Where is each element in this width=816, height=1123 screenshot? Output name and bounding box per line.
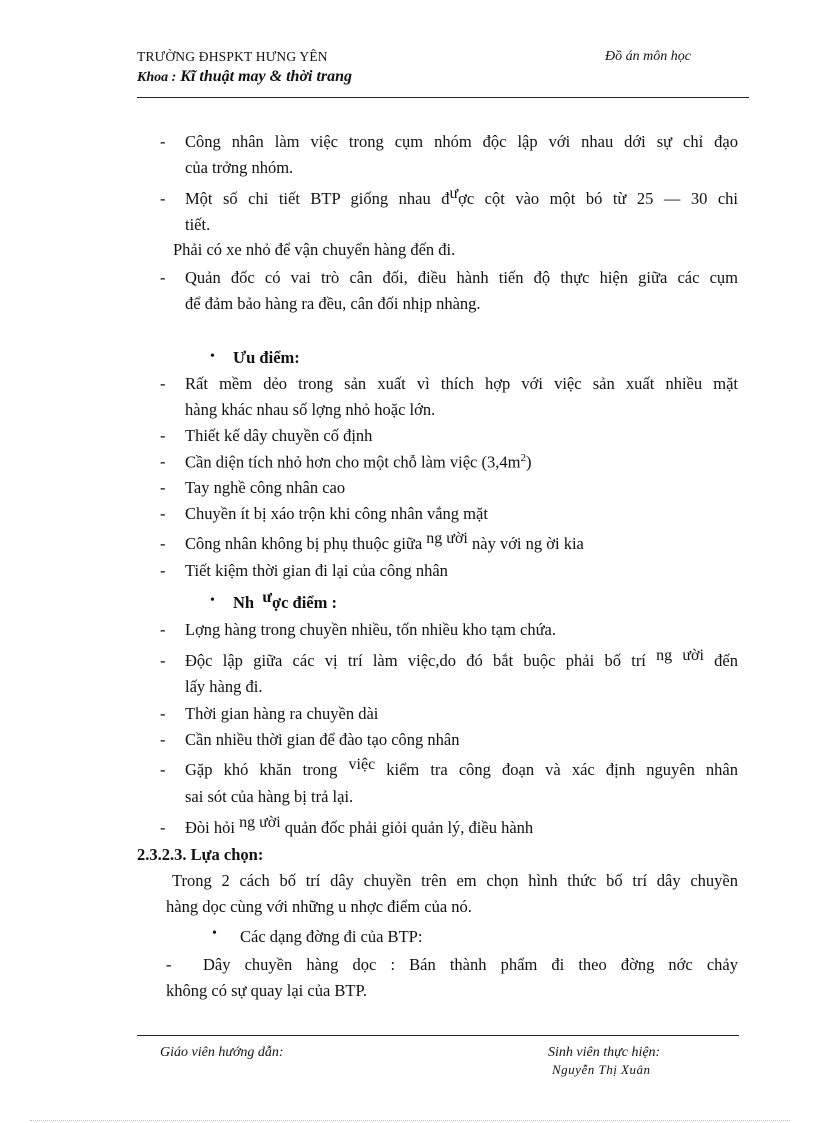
list-item-text: Cần nhiều thời gian để đào tạo công nhân: [185, 730, 460, 749]
dash-marker: -: [160, 651, 166, 670]
list-item-text: [185, 185, 738, 209]
text-part: Gặp khó khăn trong: [185, 760, 349, 779]
school-name: TRƯỜNG ĐHSPKT HƯNG YÊN: [137, 49, 328, 64]
list-item-text: [185, 452, 531, 473]
raised-text: ng ười: [656, 647, 704, 664]
dash-marker: -: [160, 730, 166, 749]
advisor-label: Giáo viên hướng dẫn:: [160, 1045, 284, 1060]
list-item-text: của trởng nhóm.: [185, 158, 294, 177]
list-item-text: Tay nghề công nhân cao: [185, 478, 346, 497]
dash-marker: -: [160, 561, 166, 580]
raised-text: ng ười: [239, 814, 281, 831]
disadvantages-heading: [233, 589, 337, 613]
text-part: quản đốc phải giỏi quản lý, điều hành: [280, 818, 534, 837]
list-item-text: [185, 647, 739, 671]
dash-marker: -: [160, 478, 166, 497]
text-part: Đòi hỏi: [185, 818, 240, 837]
text-part: ợc cột vào một bó từ 25 — 30 chi: [458, 189, 738, 208]
department-label: Khoa :: [137, 70, 177, 85]
dash-marker: -: [160, 534, 166, 553]
list-item-text: [185, 530, 584, 554]
text-part: Cần diện tích nhỏ hơn cho một chỗ làm việc (3,4m: [185, 452, 521, 472]
raised-text: ư: [262, 589, 272, 606]
advantages-heading: Ưu điểm:: [233, 348, 300, 367]
header-rule: [137, 97, 749, 98]
dash-marker: -: [160, 620, 166, 639]
text-part: Một số chi tiết BTP giống nhau đ: [185, 189, 450, 208]
department: [137, 68, 352, 86]
paragraph-text: Dây chuyền hàng dọc : Bán thành phẩm đi theo đờng nớc chảy: [203, 955, 738, 974]
footer-rule: [137, 1035, 739, 1036]
document-type: Đồ án môn học: [605, 49, 691, 64]
bullet-marker: •: [212, 926, 217, 941]
paragraph-text: Trong 2 cách bố trí dây chuyền trên em chọn hình thức bố trí dây chuyền: [172, 871, 738, 890]
dash-marker: -: [160, 704, 166, 723]
dash-marker: -: [160, 189, 166, 208]
dash-marker: -: [160, 760, 166, 779]
section-heading: 2.3.2.3. Lựa chọn:: [137, 845, 264, 864]
dash-marker: -: [160, 818, 166, 837]
student-label: Sinh viên thực hiện:: [548, 1045, 661, 1060]
list-item-text: Chuyền ít bị xáo trộn khi công nhân vắng mặt: [185, 504, 488, 523]
raised-text: ư: [449, 185, 459, 202]
list-item-text: tiết.: [185, 215, 211, 234]
raised-text: ng ười: [426, 530, 468, 547]
text-part: này với ng ời kia: [467, 534, 584, 553]
paragraph-text: hàng dọc cùng với những u nhợc điểm của nó.: [166, 897, 472, 916]
department-name: Kĩ thuật may & thời trang: [180, 68, 353, 85]
list-item-text: để đảm bảo hàng ra đều, cân đối nhịp nhàng.: [185, 294, 481, 313]
dash-marker: -: [160, 426, 166, 445]
list-item-text: sai sót của hàng bị trả lại.: [185, 787, 354, 806]
raised-text: việc: [348, 756, 376, 773]
text-part: ợc điểm :: [271, 593, 337, 612]
dash-marker: -: [160, 452, 166, 471]
list-item-text: [185, 756, 738, 780]
text-part: Nh: [233, 593, 255, 612]
list-item-text: Quản đốc có vai trò cân đối, điều hành tiến độ thực hiện giữa các cụm: [185, 268, 738, 287]
list-item-text: Rất mềm dẻo trong sản xuất vì thích hợp với việc sản xuất nhiều mặt: [185, 374, 738, 393]
list-item-text: Lợng hàng trong chuyền nhiều, tốn nhiều kho tạm chứa.: [185, 620, 556, 639]
dash-marker: -: [160, 374, 166, 393]
paragraph-text: không có sự quay lại của BTP.: [166, 981, 367, 1000]
text-part: Độc lập giữa các vị trí làm việc,do đó bắt buộc phải bố trí: [185, 651, 657, 670]
text-part: Công nhân không bị phụ thuộc giữa: [185, 534, 427, 553]
superscript: 2: [520, 452, 526, 464]
dash-marker: -: [160, 268, 166, 287]
page-edge-dots: [30, 1120, 790, 1121]
text-part: ): [525, 452, 532, 472]
list-item-text: [185, 814, 534, 838]
list-item-text: Tiết kiệm thời gian đi lại của công nhân: [185, 561, 448, 580]
list-item-text: hàng khác nhau số lợng nhỏ hoặc lớn.: [185, 400, 436, 419]
bullet-text: Các dạng đờng đi của BTP:: [240, 927, 423, 946]
list-item-text: Công nhân làm việc trong cụm nhóm độc lập với nhau dới sự chỉ đạo: [185, 132, 738, 151]
list-item-text: Thời gian hàng ra chuyền dài: [185, 704, 379, 723]
student-name: Nguyễn Thị Xuân: [552, 1062, 651, 1077]
list-item-text: Thiết kế dây chuyền cố định: [185, 426, 373, 445]
dash-marker: -: [166, 955, 172, 974]
text-part: đến: [703, 651, 739, 670]
paragraph-text: Phải có xe nhỏ để vận chuyển hàng đến đi.: [173, 240, 456, 259]
text-part: kiểm tra công đoạn và xác định nguyên nhân: [375, 760, 738, 779]
bullet-marker: •: [210, 593, 215, 608]
bullet-marker: •: [210, 349, 215, 364]
dash-marker: -: [160, 132, 166, 151]
dash-marker: -: [160, 504, 166, 523]
list-item-text: lấy hàng đi.: [185, 677, 263, 696]
